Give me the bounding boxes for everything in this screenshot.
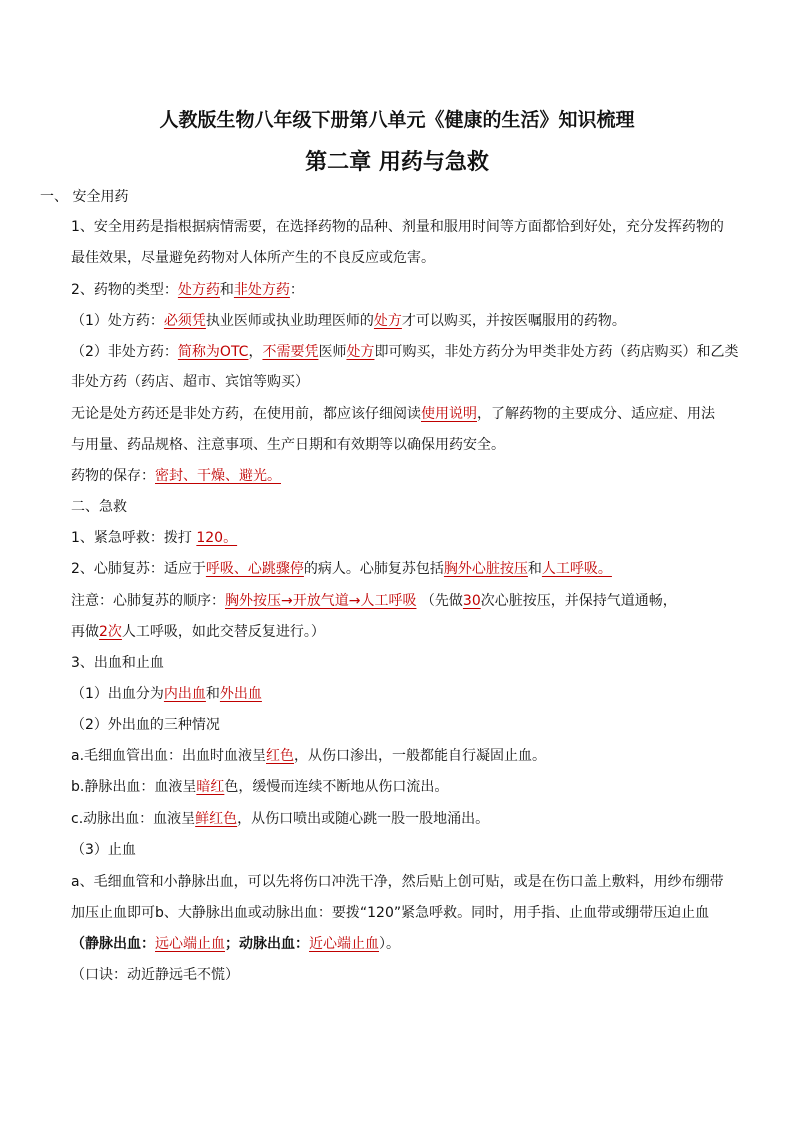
text-line: （1）出血分为内出血和外出血: [71, 686, 262, 702]
chapter-title: 第二章 用药与急救: [305, 149, 489, 175]
text-line: 非处方药（药店、超市、宾馆等购买）: [71, 374, 309, 390]
text-line: （3）止血: [71, 842, 136, 858]
text-line: 1、安全用药是指根据病情需要，在选择药物的品种、剂量和服用时间等方面都恰到好处，充分发挥药物的: [71, 219, 724, 235]
text-line: （1）处方药：必须凭执业医师或执业助理医师的处方才可以购买，并按医嘱服用的药物。: [71, 313, 626, 329]
text-line: （2）外出血的三种情况: [71, 717, 220, 733]
text-line: 加压止血即可b、大静脉出血或动脉出血：要拨“120”紧急呼救。同时，用手指、止血带或绷带压迫止血: [71, 905, 710, 921]
text-line: 1、紧急呼救：拨打 120。: [71, 530, 238, 546]
text-line: 注意：心肺复苏的顺序：胸外按压→开放气道→人工呼吸 （先做30次心脏按压，并保持气道通畅，: [71, 593, 677, 609]
text-line: 2、药物的类型：处方药和非处方药：: [71, 282, 304, 298]
text-line: 药物的保存：密封、干燥、避光。: [71, 468, 281, 484]
text-line: 与用量、药品规格、注意事项、生产日期和有效期等以确保用药安全。: [71, 437, 505, 453]
text-line: 无论是处方药还是非处方药，在使用前，都应该仔细阅读使用说明，了解药物的主要成分、适应症、用法: [71, 406, 715, 422]
section-heading: 二、急救: [71, 499, 127, 515]
text-line: a、毛细血管和小静脉出血，可以先将伤口冲洗干净，然后贴上创可贴，或是在伤口盖上敷料，用纱布绷带: [71, 874, 724, 890]
text-line: （静脉出血：远心端止血；动脉出血：近心端止血）。: [71, 936, 400, 952]
text-line: （口诀：动近静远毛不慌）: [71, 967, 239, 983]
text-line: 3、出血和止血: [71, 655, 164, 671]
text-line: （2）非处方药：简称为OTC，不需要凭医师处方即可购买，非处方药分为甲类非处方药（药店购买）和乙类: [71, 344, 739, 360]
text-line: 最佳效果，尽量避免药物对人体所产生的不良反应或危害。: [71, 250, 435, 266]
text-line: b.静脉出血：血液呈暗红色，缓慢而连续不断地从伤口流出。: [71, 779, 449, 795]
text-line: a.毛细血管出血：出血时血液呈红色，从伤口渗出，一般都能自行凝固止血。: [71, 748, 547, 764]
text-line: 2、心肺复苏：适应于呼吸、心跳骤停的病人。心肺复苏包括胸外心脏按压和人工呼吸。: [71, 561, 612, 577]
text-line: 再做2次人工呼吸，如此交替反复进行。）: [71, 624, 325, 640]
text-line: 一、 安全用药: [40, 189, 129, 205]
text-line: c.动脉出血：血液呈鲜红色，从伤口喷出或随心跳一股一股地涌出。: [71, 811, 490, 827]
document-title: 人教版生物八年级下册第八单元《健康的生活》知识梳理: [159, 109, 635, 131]
